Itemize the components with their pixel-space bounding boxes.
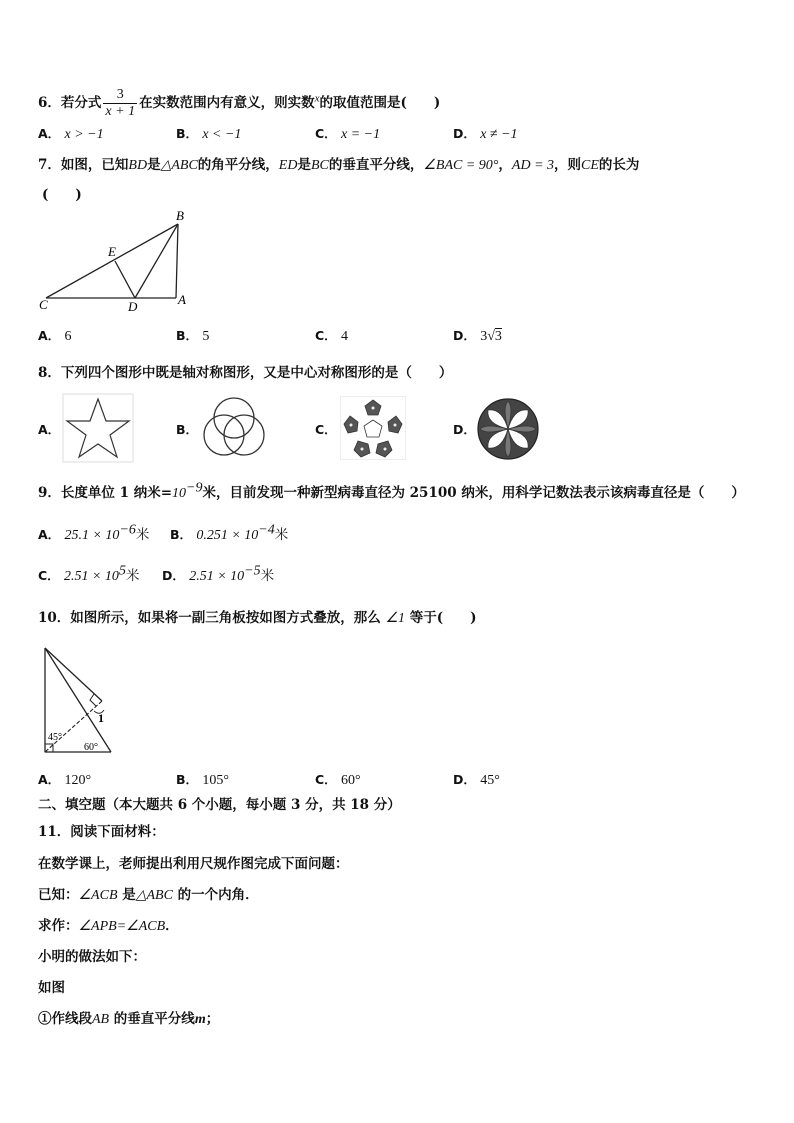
q10-option-a[interactable]: A． 120° [38,772,92,788]
q6-option-d[interactable]: D． x ≠ −1 [453,126,518,142]
q8-option-d[interactable]: D． [453,422,476,437]
question-number: 6． [38,95,61,111]
question-10: 10．如图所示，如果将一副三角板按如图方式叠放，那么 ∠1 等于( ) [38,610,477,626]
q10-option-c[interactable]: C． 60° [315,772,361,788]
label-d: D [128,299,138,314]
q11-paragraph-1: 在数学课上，老师提出利用尺规作图完成下面问题： [38,856,349,872]
q7-answer-blank: ( ) [42,187,82,203]
q11-paragraph-4: 小明的做法如下： [38,949,146,965]
q8-option-b[interactable]: B． [176,422,199,437]
q10-option-d[interactable]: D． 45° [453,772,500,788]
q7-option-c[interactable]: C． 4 [315,328,348,344]
label-c: C [39,297,48,312]
star-shape-icon [62,393,134,463]
fraction: $\frac{3}{x + 1}$ [105,87,136,119]
q7-option-a[interactable]: A． 6 [38,328,72,344]
label-45: 45° [48,732,62,743]
q6-option-a[interactable]: A． x > −1 [38,126,104,142]
q8-option-c[interactable]: C． [315,422,337,437]
q11-paragraph-2: 已知：∠ACB 是△ABC 的一个内角． [38,887,259,903]
label-a: A [178,292,186,307]
petal-circle-icon [474,396,542,462]
label-60: 60° [84,742,98,753]
section-heading: 二、填空题（本大题共 6 个小题，每小题 3 分，共 18 分） [38,797,401,813]
question-6: 6．若分式 $\frac{3}{x + 1}$ 在实数范围内有意义，则实数$^x$的取值范围是( ) [38,87,441,119]
question-9: 9．长度单位 1 纳米$=10^{-9}$米，目前发现一种新型病毒直径为 25100 纳米，用科学记数法表示该病毒直径是（ ） [38,480,745,501]
q10-option-b[interactable]: B． 105° [176,772,229,788]
q7-option-d[interactable]: D． 3√3 [453,328,502,344]
q7-option-b[interactable]: B． 5 [176,328,210,344]
sqrt-sign: √ [487,329,495,344]
q9-option-d[interactable]: D． $2.51 \times 10^{-5}$米 [162,563,275,584]
question-11-title: 11．阅读下面材料： [38,824,165,840]
q11-paragraph-3: 求作：∠APB=∠ACB． [38,918,179,934]
question-7: 7．如图，已知BD是△ABC的角平分线，ED是BC的垂直平分线，∠BAC = 90°，AD = 3，则CE的长为 [38,157,640,173]
label-1: 1 [98,711,104,725]
q6-option-c[interactable]: C． x = −1 [315,126,381,142]
q9-option-b[interactable]: B． $0.251 \times 10^{-4}$米 [170,522,289,543]
q7-triangle-figure [36,208,206,318]
three-circles-icon [198,393,270,463]
q10-set-squares-figure [38,640,118,758]
q6-option-b[interactable]: B． x < −1 [176,126,242,142]
pentagons-icon [340,396,406,460]
q9-option-a[interactable]: A． $25.1 \times 10^{-6}$米 [38,522,150,543]
q9-option-c[interactable]: C． $2.51 \times 10^5$米 [38,563,140,584]
q8-option-a[interactable]: A． [38,422,61,437]
q11-paragraph-5: 如图 [38,980,65,996]
label-b: B [176,208,184,223]
label-e: E [108,244,116,259]
q11-paragraph-6: ①作线段AB 的垂直平分线m； [38,1011,220,1027]
question-8: 8．下列四个图形中既是轴对称图形，又是中心对称图形的是（ ） [38,365,453,381]
